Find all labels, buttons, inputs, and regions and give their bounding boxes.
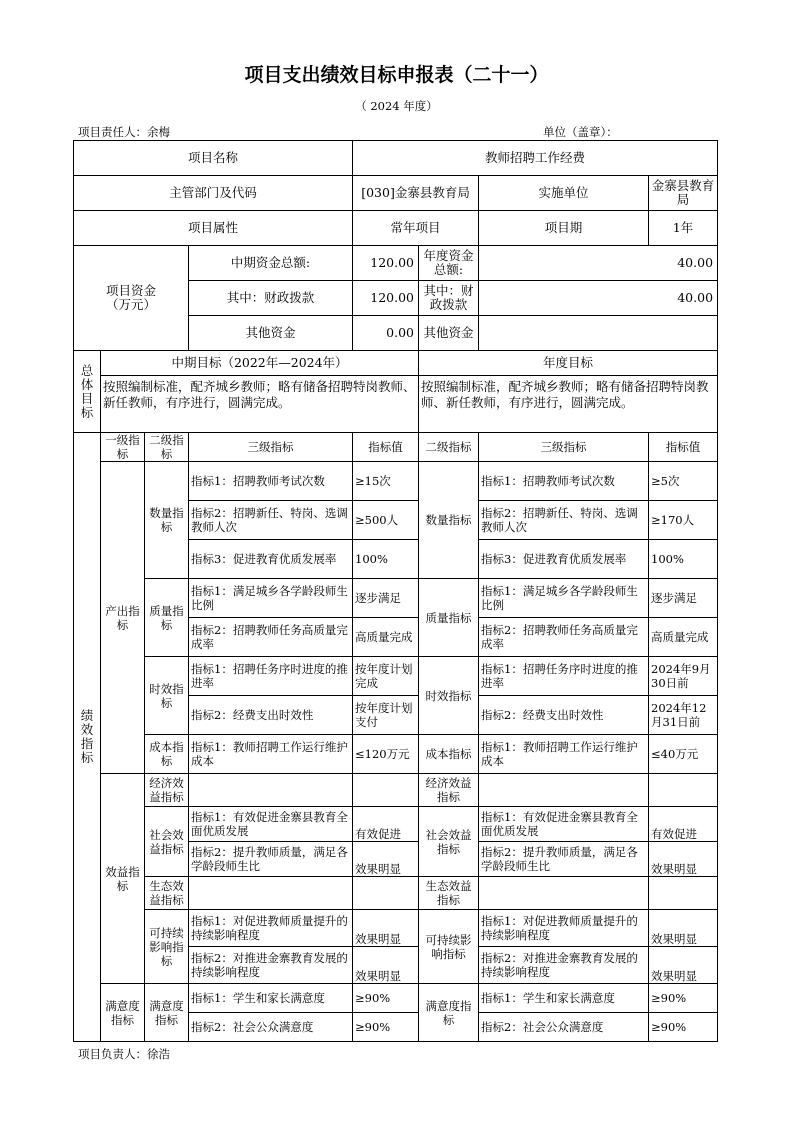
su2-indicator: 指标2：对推进金寨教育发展的持续影响程度 [189, 947, 353, 984]
ql1-year-value: 逐步满足 [649, 579, 718, 618]
s1-indicator: 指标1：有效促进金寨县教育全面优质发展 [189, 807, 353, 842]
project-name-value: 教师招聘工作经费 [353, 141, 718, 176]
q1-mid-value: ≥15次 [353, 462, 419, 501]
sa1-mid-value: ≥90% [353, 984, 419, 1013]
year-fiscal-value: 40.00 [479, 281, 718, 316]
cost-label: 成本指 标 [145, 735, 189, 774]
impl-value: 金寨县教育局 [649, 176, 718, 211]
econ-label: 经济效 益指标 [145, 774, 189, 807]
sustain-year-label: 可持续影 响指标 [419, 910, 479, 984]
q3-year-indicator: 指标3：促进教育优质发展率 [479, 540, 649, 579]
s1-mid-value: 有效促进 [353, 807, 419, 842]
t1-year-value: 2024年9月30日前 [649, 657, 718, 696]
sat-year-label: 满意度指 标 [419, 984, 479, 1042]
row-s1 [74, 807, 718, 842]
header-level2-year: 二级指标 [419, 433, 479, 462]
mid-fiscal-value: 120.00 [353, 281, 419, 316]
year-other-value [479, 316, 718, 351]
ql2-mid-value: 高质量完成 [353, 618, 419, 657]
q1-year-value: ≥5次 [649, 462, 718, 501]
mid-other-label: 其他资金 [189, 316, 353, 351]
su1-indicator: 指标1：对促进教师质量提升的持续影响程度 [189, 910, 353, 947]
t1-indicator: 指标1：招聘任务序时进度的推进率 [189, 657, 353, 696]
quality-label: 质量指 标 [145, 579, 189, 657]
row-attr [74, 211, 718, 246]
q3-year-value: 100% [649, 540, 718, 579]
q3-mid-value: 100% [353, 540, 419, 579]
project-responsible: 项目责任人：余梅 [78, 125, 170, 139]
funds-label: 项目资金 （万元） [74, 246, 189, 351]
s1-year-indicator: 指标1：有效促进金寨县教育全面优质发展 [479, 807, 649, 842]
s2-year-value: 效果明显 [649, 842, 718, 877]
su2-year-indicator: 指标2：对推进金寨教育发展的持续影响程度 [479, 947, 649, 984]
eco-year-indicator-empty [479, 877, 649, 910]
impl-label: 实施单位 [479, 176, 649, 211]
t2-year-value: 2024年12月31日前 [649, 696, 718, 735]
ql2-year-value: 高质量完成 [649, 618, 718, 657]
header-level3-year: 三级指标 [479, 433, 649, 462]
quantity-label: 数量指 标 [145, 462, 189, 579]
s2-mid-value: 效果明显 [353, 842, 419, 877]
indicators-label: 绩 效 指 标 [74, 433, 101, 1042]
row-indicator-header [74, 433, 718, 462]
eco-mid-value-empty [353, 877, 419, 910]
su1-year-value: 效果明显 [649, 910, 718, 947]
quantity-year-label: 数量指标 [419, 462, 479, 579]
dept-value: [030]金寨县教育局 [353, 176, 479, 211]
econ-mid-value-empty [353, 774, 419, 807]
sa1-year-indicator: 指标1：学生和家长满意度 [479, 984, 649, 1013]
year-total-label: 年度资金总额: [419, 246, 479, 281]
t1-mid-value: 按年度计划完成 [353, 657, 419, 696]
row-econ [74, 774, 718, 807]
header-value-year: 指标值 [649, 433, 718, 462]
row-q1 [74, 462, 718, 501]
row-su1 [74, 910, 718, 947]
econ-year-indicator-empty [479, 774, 649, 807]
goals-label: 总 体 目 标 [74, 351, 101, 433]
econ-year-value-empty [649, 774, 718, 807]
sat-label: 满意度 指标 [145, 984, 189, 1042]
ql1-indicator: 指标1：满足城乡各学龄段师生比例 [189, 579, 353, 618]
sa2-year-indicator: 指标2：社会公众满意度 [479, 1013, 649, 1042]
eco-year-value-empty [649, 877, 718, 910]
benefit-label: 效益指 标 [101, 774, 145, 984]
mid-total-label: 中期资金总额: [189, 246, 353, 281]
s2-indicator: 指标2：提升教师质量，满足各学龄段师生比 [189, 842, 353, 877]
c1-year-value: ≤40万元 [649, 735, 718, 774]
cost-year-label: 成本指标 [419, 735, 479, 774]
q1-indicator: 指标1：招聘教师考试次数 [189, 462, 353, 501]
sa2-mid-value: ≥90% [353, 1013, 419, 1042]
mid-fiscal-label: 其中：财政拨款 [189, 281, 353, 316]
year-goal-header: 年度目标 [419, 351, 718, 376]
ql2-year-indicator: 指标2：招聘教师任务高质量完成率 [479, 618, 649, 657]
time-label: 时效指 标 [145, 657, 189, 735]
eco-label: 生态效 益指标 [145, 877, 189, 910]
row-funds-total [74, 246, 718, 281]
mid-other-value: 0.00 [353, 316, 419, 351]
row-c1 [74, 735, 718, 774]
q2-year-value: ≥170人 [649, 501, 718, 540]
year-other-label: 其他资金 [419, 316, 479, 351]
row-eco [74, 877, 718, 910]
dept-label: 主管部门及代码 [74, 176, 353, 211]
ql1-mid-value: 逐步满足 [353, 579, 419, 618]
sa1-year-value: ≥90% [649, 984, 718, 1013]
eco-indicator-empty [189, 877, 353, 910]
satisfaction-label: 满意度 指标 [101, 984, 145, 1042]
year-fiscal-label: 其中：财政拨款 [419, 281, 479, 316]
q3-indicator: 指标3：促进教育优质发展率 [189, 540, 353, 579]
s1-year-value: 有效促进 [649, 807, 718, 842]
su2-mid-value: 效果明显 [353, 947, 419, 984]
header-level2: 二级指 标 [145, 433, 189, 462]
quality-year-label: 质量指标 [419, 579, 479, 657]
row-goal-headers [74, 351, 718, 376]
ql2-indicator: 指标2：招聘教师任务高质量完成率 [189, 618, 353, 657]
row-project-name [74, 141, 718, 176]
period-label: 项目期 [479, 211, 649, 246]
year-goal-text: 按照编制标准，配齐城乡教师；略有储备招聘特岗教师、新任教师，有序进行，圆满完成。 [419, 376, 718, 433]
social-label: 社会效 益指标 [145, 807, 189, 877]
project-leader: 项目负责人：徐浩 [78, 1047, 170, 1061]
sa2-indicator: 指标2：社会公众满意度 [189, 1013, 353, 1042]
attr-value: 常年项目 [353, 211, 479, 246]
su1-year-indicator: 指标1：对促进教师质量提升的持续影响程度 [479, 910, 649, 947]
sa2-year-value: ≥90% [649, 1013, 718, 1042]
output-label: 产出指 标 [101, 462, 145, 774]
header-level1: 一级指 标 [101, 433, 145, 462]
row-dept [74, 176, 718, 211]
attr-label: 项目属性 [74, 211, 353, 246]
econ-year-label: 经济效益 指标 [419, 774, 479, 807]
unit-seal: 单位（盖章）： [543, 125, 618, 139]
t2-indicator: 指标2：经费支出时效性 [189, 696, 353, 735]
econ-indicator-empty [189, 774, 353, 807]
row-t1 [74, 657, 718, 696]
year-total-value: 40.00 [479, 246, 718, 281]
su1-mid-value: 效果明显 [353, 910, 419, 947]
period-value: 1年 [649, 211, 718, 246]
q1-year-indicator: 指标1：招聘教师考试次数 [479, 462, 649, 501]
year-line: （ 2024 年度） [355, 99, 438, 113]
q2-mid-value: ≥500人 [353, 501, 419, 540]
project-name-label: 项目名称 [74, 141, 353, 176]
page-title: 项目支出绩效目标申报表（二十一） [244, 64, 549, 86]
t2-year-indicator: 指标2：经费支出时效性 [479, 696, 649, 735]
performance-table [73, 140, 718, 1042]
sa1-indicator: 指标1：学生和家长满意度 [189, 984, 353, 1013]
eco-year-label: 生态效益 指标 [419, 877, 479, 910]
c1-year-indicator: 指标1：教师招聘工作运行维护成本 [479, 735, 649, 774]
s2-year-indicator: 指标2：提升教师质量，满足各学龄段师生比 [479, 842, 649, 877]
q2-year-indicator: 指标2：招聘新任、特岗、选调教师人次 [479, 501, 649, 540]
time-year-label: 时效指标 [419, 657, 479, 735]
mid-goal-header: 中期目标（2022年—2024年） [101, 351, 419, 376]
t2-mid-value: 按年度计划支付 [353, 696, 419, 735]
row-ql1 [74, 579, 718, 618]
mid-goal-text: 按照编制标准，配齐城乡教师；略有储备招聘特岗教师、新任教师，有序进行，圆满完成。 [101, 376, 419, 433]
sustain-label: 可持续 影响指 标 [145, 910, 189, 984]
header-level3: 三级指标 [189, 433, 353, 462]
mid-total-value: 120.00 [353, 246, 419, 281]
social-year-label: 社会效益 指标 [419, 807, 479, 877]
row-sa1 [74, 984, 718, 1013]
header-value: 指标值 [353, 433, 419, 462]
c1-indicator: 指标1：教师招聘工作运行维护成本 [189, 735, 353, 774]
su2-year-value: 效果明显 [649, 947, 718, 984]
ql1-year-indicator: 指标1：满足城乡各学龄段师生比例 [479, 579, 649, 618]
c1-mid-value: ≤120万元 [353, 735, 419, 774]
t1-year-indicator: 指标1：招聘任务序时进度的推进率 [479, 657, 649, 696]
row-goal-text [74, 376, 718, 433]
q2-indicator: 指标2：招聘新任、特岗、选调教师人次 [189, 501, 353, 540]
